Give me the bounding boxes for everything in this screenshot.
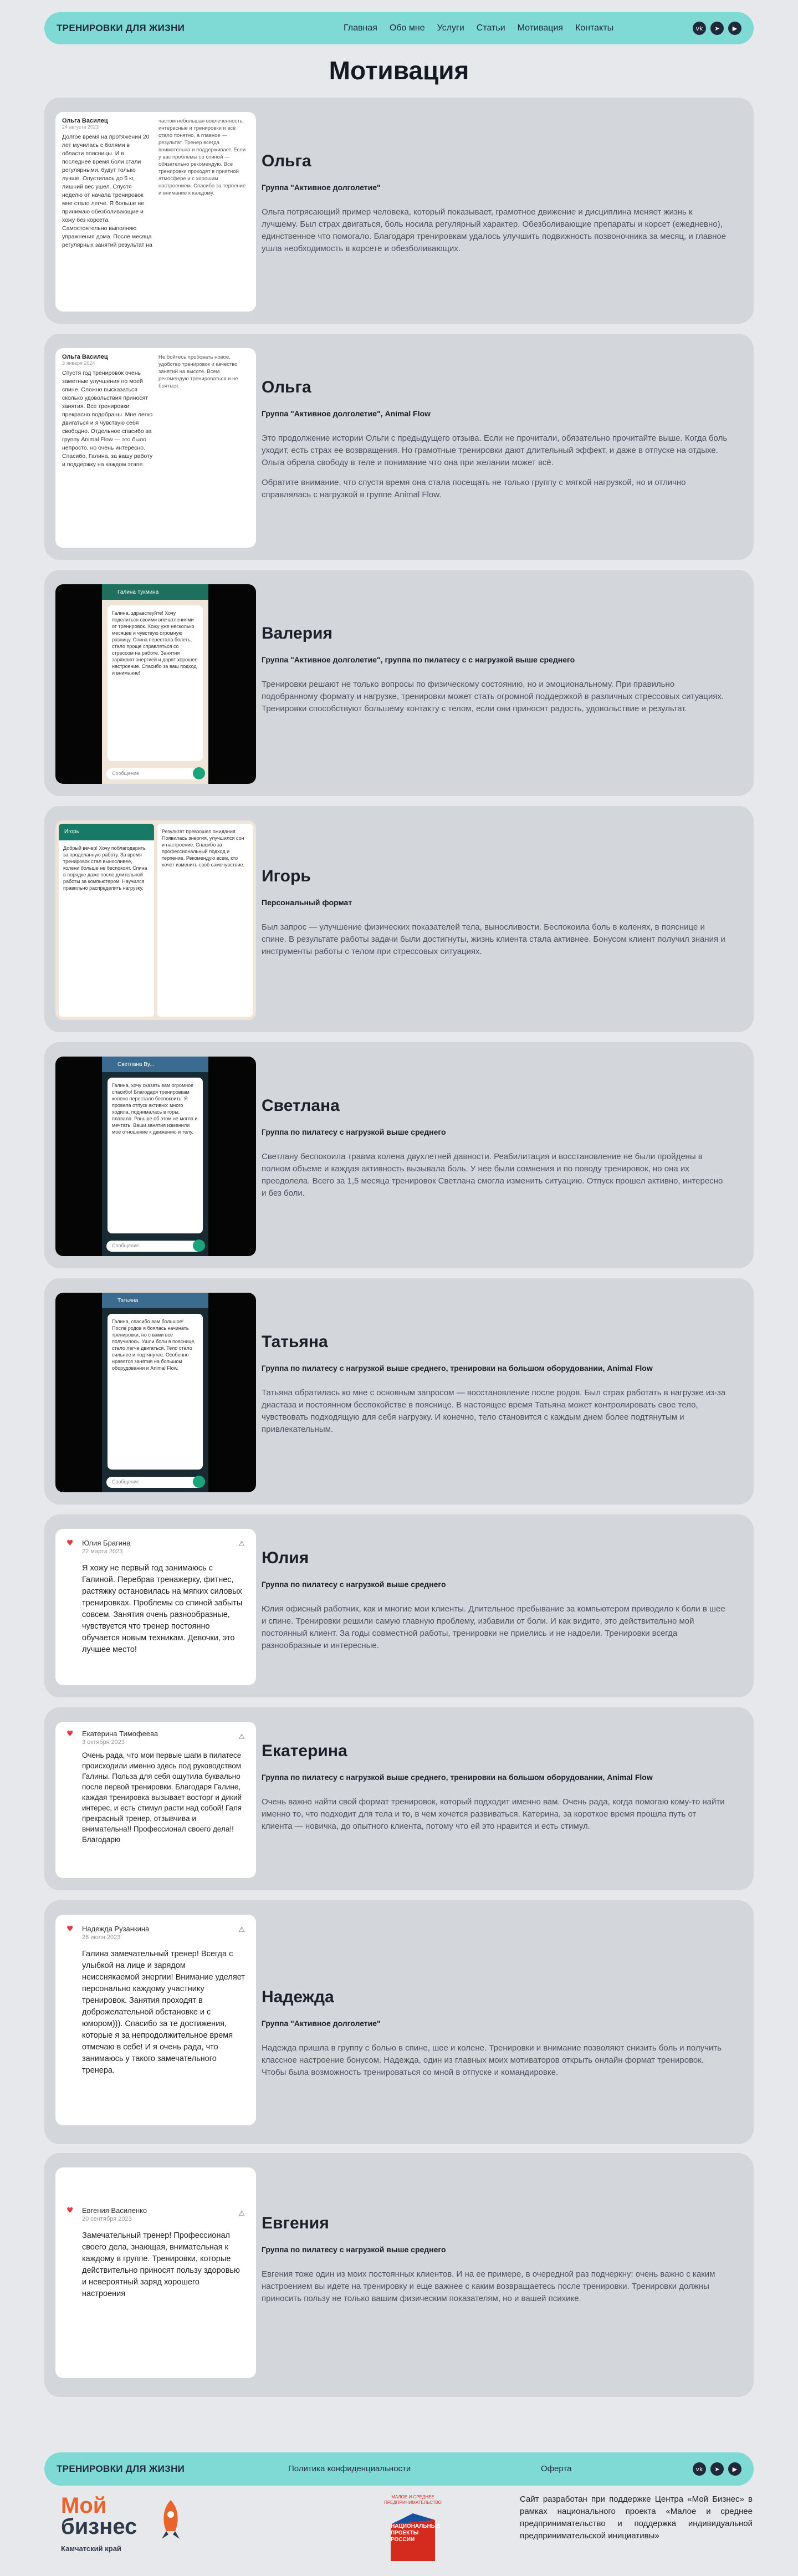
- offer-link[interactable]: Оферта: [541, 2464, 572, 2473]
- testimonial-card: [44, 570, 754, 796]
- review-screenshot: [55, 2167, 256, 2378]
- chat-title: Светлана Ву...: [102, 1057, 208, 1072]
- chat-message: Галина, здравствуйте! Хочу поделиться своими впечатлениями от тренировок. Хожу уже несколько месяцев и чувствую огромную разницу. Спина перестала болеть, стало проще справляться со стрессом на работе. Занятия заряжают энергией и дарят хорошее настроение. Спасибо за ваш подход и внимание!: [108, 605, 203, 761]
- review-date: 22 марта 2023: [82, 1548, 123, 1555]
- review-screenshot: [55, 348, 256, 548]
- review-text: Я хожу не первый год занимаюсь с Галиной. Перебрав тренажерку, фитнес, растяжку остановилась на мягких силовых тренировках. Проблемы со спиной забыты совсем. Занятия очень разнообразные, чувствуется что тренер постоянно обучается новым техникам. Девочки, это лучшее место!: [82, 1564, 243, 1654]
- client-name: Валерия: [262, 624, 332, 642]
- client-name: Екатерина: [262, 1742, 347, 1760]
- message-input: Сообщение: [106, 1241, 204, 1252]
- vk-icon[interactable]: vk: [693, 22, 706, 35]
- client-group: Персональный формат: [262, 898, 352, 907]
- client-description: Очень важно найти свой формат тренировок, который подходит именно вам. Очень рада, когда помогаю кому-то найти именно то, что подходит для тела и то, в чем хочется развиваться. Катерина, за короткое время прошла путь от клиента — новичка, до опытного клиента, потому что ей это нравится и есть стимул.: [262, 1797, 725, 1831]
- heart-icon: ♥: [66, 1925, 74, 1934]
- client-name: Ольга: [262, 378, 311, 396]
- client-group: Группа по пилатесу с нагрузкой выше среднего: [262, 1580, 446, 1589]
- review-date: 3 января 2024: [62, 360, 95, 366]
- privacy-link[interactable]: Политика конфиденциальности: [288, 2464, 411, 2473]
- chat-screenshot: [55, 820, 256, 1020]
- review-screenshot: [55, 1529, 256, 1685]
- main-nav: [344, 12, 613, 44]
- client-name: Игорь: [262, 867, 311, 885]
- client-group: Группа по пилатесу с нагрузкой выше среднего, тренировки на большом оборудовании, Animal Flow: [262, 1364, 653, 1373]
- sponsor-note: Сайт разработан при поддержке Центра «Мой Бизнес» в рамках национального проекта «Малое и среднее предпринимательство и поддержка индивидуальной предпринимательской инициативы»: [520, 2495, 753, 2541]
- nav-motivation[interactable]: Мотивация: [517, 23, 563, 33]
- moy-biznes-logo: Мой бизнес Камчатский край: [61, 2495, 227, 2567]
- chat-title: Галина Тукмина: [102, 584, 208, 600]
- review-screenshot: [55, 1915, 256, 2125]
- client-description: Ольга потрясающий пример человека, который показывает, грамотное движение и дисциплина меняет жизнь к лучшему. Был страх двигаться, боль носила регулярный характер. Обезболивающие препараты и корсет (ежедневно), единственное что помогало. Благодаря тренировкам удалось улучшить подвижность позвоночника за месяц, и главное ушла необходимость в корсете и обезболивающих.: [262, 207, 727, 253]
- chat-screenshot: [55, 1293, 256, 1492]
- review-author: Надежда Рузанкина: [82, 1925, 150, 1933]
- report-icon: ⚠: [238, 1733, 245, 1741]
- chat-screenshot: [55, 1057, 256, 1256]
- footer-social-links: [693, 2462, 741, 2476]
- review-text: Замечательный тренер! Профессионал своего дела, знающая, внимательная к каждому в группе. Тренировки, которые действительно приносят пользу здоровью и невероятный заряд хорошего настроения: [82, 2231, 240, 2298]
- client-description: Надежда пришла в группу с болью в спине, шее и колене. Тренировки и внимание позволяют снизить боль и получить классное настроение бонусом. Надежда, один из главных моих мотиваторов открыть онлайн формат тренировок. Чтобы была возможность тренироваться со мной в отпуске и командировке.: [262, 2043, 722, 2077]
- chat-screenshot: [55, 584, 256, 784]
- client-name: Светлана: [262, 1096, 340, 1115]
- heart-icon: ♥: [66, 2206, 74, 2215]
- review-screenshot: [55, 112, 256, 312]
- client-description: Обратите внимание, что спустя время она стала посещать не только группу с мягкой нагрузкой, но и отлично справлялась с нагрузкой в группе Animal Flow.: [262, 478, 686, 499]
- review-text: Долгое время на протяжении 20 лет мучилась с болями в области поясницы. И в последнее время боли стали регулярными, будут только лучше. Опустилась до 5 кг, лишний вес ушел. Спустя неделю от начала тренировок мне стало легче. Я больше не принимаю обезболивающие и хожу без корсета. Самостоятельно выполняю упражнения дома. После месяца регулярных занятий результат на: [62, 134, 152, 248]
- client-description: Это продолжение истории Ольги с предыдущего отзыва. Если не прочитали, обязательно прочитайте выше. Когда боль уходит, есть страх ее возвращения. Но грамотные тренировки дают длительный эффект, и даже в отпуске на отдыхе. Ольга обрела свободу в теле и понимание что она при желании может всё.: [262, 433, 728, 467]
- review-date: 26 июля 2023: [82, 1934, 121, 1941]
- chat-title: Игорь: [59, 824, 154, 840]
- heart-icon: ♥: [66, 1539, 74, 1548]
- youtube-icon[interactable]: ▶: [728, 22, 741, 35]
- testimonial-card: [44, 334, 754, 560]
- social-links: [693, 22, 741, 35]
- report-icon: ⚠: [238, 2210, 245, 2218]
- testimonial-card: [44, 98, 754, 324]
- brand-logo[interactable]: ТРЕНИРОВКИ ДЛЯ ЖИЗНИ: [57, 23, 185, 33]
- client-group: Группа "Активное долголетие": [262, 2019, 381, 2028]
- testimonial-card: [44, 1900, 754, 2144]
- review-author: Екатерина Тимофеева: [82, 1730, 158, 1738]
- message-input: Сообщение: [106, 1477, 204, 1488]
- chat-message: Галина, спасибо вам большое! После родов я боялась начинать тренировки, но с вами всё получилось. Ушли боли в пояснице, стало легче двигаться. Тело стало сильнее и подтянутее. Особенно нравятся занятия на большом оборудовании и Animal Flow.: [108, 1314, 203, 1470]
- nav-services[interactable]: Услуги: [437, 23, 464, 33]
- client-description: Был запрос — улучшение физических показателей тела, выносливости. Беспокоила боль в коленях, в пояснице и спине. В результате работы задачи были достигнуты, жизнь клиента стала активнее. Бонусом клиент получил знания и инструменты работы с телом при стрессовых ситуациях.: [262, 922, 725, 956]
- site-header: [44, 12, 754, 44]
- client-group: Группа по пилатесу с нагрузкой выше среднего, тренировки на большом оборудовании, Animal Flow: [262, 1773, 653, 1782]
- review-text: Спустя год тренировок очень заметные улучшения по моей спине. Сложно высказаться сколько удовольствия приносят занятия. Все тренировки прекрасно подобраны. Мне легко двигаться и я чувствую себя свободно. Отдельное спасибо за группу Animal Flow — это было непросто, но очень интересно. Спасибо, Галина, за вашу работу и поддержку на каждом этапе.: [62, 370, 153, 468]
- telegram-icon[interactable]: ➤: [710, 2462, 724, 2476]
- client-description: Юлия офисный работник, как и многие мои клиенты. Длительное пребывание за компьютером приводило к боли в шее и спине. Тренировки решили самую главную проблему, избавили от боли. И как видите, это действительно мой постоянный клиент. За годы совместной работы, тренировки не приелись и не надоели. Тренировки всегда разнообразные и интересные.: [262, 1604, 725, 1650]
- heart-icon: ♥: [66, 1730, 74, 1738]
- client-group: Группа "Активное долголетие": [262, 183, 381, 192]
- review-screenshot: [55, 1722, 256, 1878]
- review-author: Евгения Василенко: [82, 2206, 147, 2215]
- nav-articles[interactable]: Статьи: [476, 23, 505, 33]
- chat-message: Добрый вечер! Хочу поблагодарить за проделанную работу. За время тренировок стал выносливее, колени больше не беспокоят. Спина в порядке даже после длительной работы за компьютером. Научился правильно распределять нагрузку.: [63, 845, 147, 891]
- client-description: Евгения тоже один из моих постоянных клиентов. И на ее примере, в очередной раз подчеркну: очень важно с каким настроением вы идете на тренировку и еще важнее с каким возвращаетесь после тренировки. Тренировки должны приносить пользу не только вашим физическим показателям, но и вашей психике.: [262, 2269, 715, 2303]
- nav-about[interactable]: Обо мне: [389, 23, 425, 33]
- review-author: Ольга Василец: [62, 118, 108, 124]
- client-group: Группа "Активное долголетие", группа по пилатесу с с нагрузкой выше среднего: [262, 655, 575, 664]
- client-name: Юлия: [262, 1549, 309, 1567]
- review-text-continued: частом небольшая вовлеченность, интересные и тренировки и всё стало понятно, а главное — результат. Тренер всегда внимательна и поддерживает. Если у вас проблемы со спиной — обязательно рекомендую. Все тренировки проходят в приятной атмосфере и с хорошим настроением. Спасибо за терпение и внимание к каждому.: [158, 118, 246, 196]
- nav-contacts[interactable]: Контакты: [575, 23, 614, 33]
- nav-home[interactable]: Главная: [344, 23, 377, 33]
- review-author: Ольга Василец: [62, 354, 108, 360]
- client-name: Ольга: [262, 152, 311, 170]
- telegram-icon[interactable]: ➤: [710, 22, 724, 35]
- message-input: Сообщение: [106, 768, 204, 779]
- review-date: 3 октября 2023: [82, 1739, 125, 1746]
- review-author: Юлия Брагина: [82, 1539, 131, 1547]
- testimonial-card: [44, 2153, 754, 2397]
- national-projects-logo: МАЛОЕ И СРЕДНЕЕ ПРЕДПРИНИМАТЕЛЬСТВО НАЦИОНАЛЬНЫЕ ПРОЕКТЫ РОССИИ: [374, 2495, 452, 2567]
- youtube-icon[interactable]: ▶: [728, 2462, 741, 2476]
- testimonial-card: [44, 806, 754, 1032]
- client-name: Надежда: [262, 1988, 334, 2006]
- send-icon: [193, 1239, 205, 1252]
- client-name: Евгения: [262, 2214, 329, 2232]
- chat-message: Галина, хочу сказать вам огромное спасибо! Благодаря тренировкам колено перестало беспокоить. Я провела отпуск активно: много ходила, поднималась в горы, плавала. Раньше об этом не могла и мечтать. Ваши занятия изменили моё отношение к движению и телу.: [108, 1078, 203, 1233]
- testimonial-card: [44, 1042, 754, 1268]
- client-name: Татьяна: [262, 1333, 328, 1351]
- testimonial-card: [44, 1514, 754, 1697]
- client-description: Светлану беспокоила травма колена двухлетней давности. Реабилитация и восстановление не были пройдены в полном объеме и каждая активность вызывала боль. У нее были сомнения и по поводу тренировок, но она их преодолела. Всего за 1,5 месяца тренировок Светлана смогла изменить ситуацию. Отпуск прошел активно, интересно и без боли.: [262, 1152, 723, 1198]
- site-footer: [44, 2452, 754, 2486]
- client-group: Группа "Активное долголетие", Animal Flow: [262, 409, 431, 418]
- testimonial-card: [44, 1278, 754, 1504]
- review-text-continued: Не бойтесь пробовать новое, удобство тренировок и качество занятий на высоте. Всем рекомендую тренироваться и не бояться.: [158, 354, 238, 389]
- client-description: Тренировки решают не только вопросы по физическому состоянию, но и эмоциональному. При правильно подобранному формату и нагрузке, тренировки может стать огромной поддержкой в различных стрессовых ситуациях. Тренировки способствуют большему контакту с телом, если они приносят радость, удовольствие и результат.: [262, 680, 724, 713]
- client-group: Группа по пилатесу с нагрузкой выше среднего: [262, 2245, 446, 2254]
- review-date: 20 сентября 2023: [82, 2216, 132, 2222]
- page-title: Мотивация: [329, 56, 469, 85]
- chat-message: Результат превзошел ожидания. Появилась энергия, улучшился сон и настроение. Спасибо за профессиональный подход и терпение. Рекомендую всем, кто хочет изменить своё самочувствие.: [162, 829, 244, 868]
- send-icon: [193, 767, 205, 779]
- client-group: Группа по пилатесу с нагрузкой выше среднего: [262, 1128, 446, 1136]
- chat-title: Татьяна: [102, 1293, 208, 1308]
- report-icon: ⚠: [238, 1540, 245, 1548]
- review-text: Очень рада, что мои первые шаги в пилатесе происходили именно здесь под руководством Галины. Польза для себя ощутила буквально после первой тренировки. Благодаря Галине, каждая тренировка вызывает восторг и дикий интерес, и есть стимул расти над собой! Галя прекрасный тренер, отзывчива и внимательна!! Профессионал своего дела!! Благодарю: [82, 1751, 242, 1844]
- report-icon: ⚠: [238, 1926, 245, 1934]
- review-date: 24 августа 2023: [62, 124, 99, 130]
- review-text: Галина замечательный тренер! Всегда с улыбкой на лице и зарядом неисснякаемой энергии! Внимание уделяет персонально каждому участнику тренировок. Занятия проходят в доброжелательной обстановке и с юмором))). Спасибо за те достижения, которые я за непродолжительное время отмечаю в себе! И я очень рада, что занимаюсь у такого замечательного тренера.: [82, 1950, 245, 2075]
- testimonial-card: [44, 1707, 754, 1890]
- send-icon: [193, 1476, 205, 1488]
- footer-brand[interactable]: ТРЕНИРОВКИ ДЛЯ ЖИЗНИ: [57, 2463, 185, 2474]
- vk-icon[interactable]: vk: [693, 2462, 706, 2476]
- client-description: Татьяна обратилась ко мне с основным запросом — восстановление после родов. Был страх работать в нагрузке из-за диастаза и постоянном беспокойстве в пояснице. В настоящее время Татьяна может контролировать свое тело, чувствовать подходящую для себя нагрузку. И конечно, тело становится с каждым днем более подтянутым и привлекательным.: [262, 1388, 726, 1434]
- rocket-icon: [156, 2499, 185, 2542]
